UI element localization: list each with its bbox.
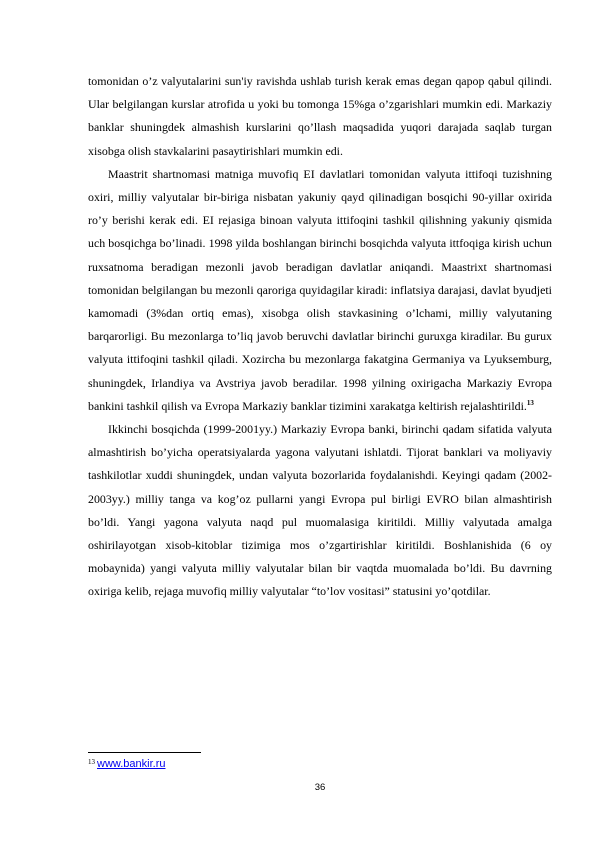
paragraph-1: tomonidan o’z valyutalarini sun'iy ravishda ushlab turish kerak emas degan qapop qabul qilindi. Ular belgilangan kurslar atrofida u yoki bu tomonga 15%ga o’zgarishlari mumkin edi. Markaziy banklar shuningdek almashish kurslarini qo’llash maqsadida yuqori darajada saqlab turgan xisobga olish stavkalarini pasaytirishlari mumkin edi. xyxy=(88,74,552,158)
paragraph-3: Ikkinchi bosqichda (1999-2001yy.) Markaziy Evropa banki, birinchi qadam sifatida valyuta almashtirish bo’yicha operatsiyalarda yagona valyutani ishlatdi. Tijorat banklari va moliyaviy tashkilotlar xuddi shuningdek, undan valyuta bozorlarida foydalanishdi. Keyingi qadam (2002-2003yy.) milliy tanga va kog’oz pullarni yangi Evropa pul birligi EVRO bilan almashtirish bo’ldi. Yangi yagona valyuta naqd pul muomalasiga kiritildi. Milliy valyutada amalga oshirilayotgan xisob-kitoblar tizimiga mos o’zgartirishlar kiritildi. Boshlanishida (6 oy mobaynida) yangi valyuta milliy valyutalar bilan bir vaqtda muomalada bo’ldi. Bu davrning oxiriga kelib, rejaga muvofiq milliy valyutalar “to’lov vositasi” statusini yo’qotdilar. xyxy=(88,422,552,599)
footnote-marker: 13 xyxy=(88,758,95,766)
footnote-reference[interactable]: 13 xyxy=(526,398,534,407)
footnote-separator xyxy=(88,752,201,753)
body-text xyxy=(88,70,552,604)
footnote xyxy=(88,755,552,771)
paragraph-2-text: Maastrit shartnomasi matniga muvofiq EI davlatlari tomonidan valyuta ittifoqi tuzishning oxiri, milliy valyutalar bir-biriga nisbatan yakuniy qayd qilinadigan bosqichi 90-yillar oxirida ro’y berishi kerak edi. EI rejasiga binoan valyuta ittifoqini tashkil qilishning yakuniy qismida uch bosqichga bo’linadi. 1998 yilda boshlangan birinchi bosqichda valyuta ittfoqiga kirish uchun ruxsatnoma beradigan mezonli javob beradigan davlatlar aniqandi. Maastrixt shartnomasi tomonidan belgilangan bu mezonli qaroriga quyidagilar kiradi: inflatsiya darajasi, davlat byudjeti kamomadi (3%dan ortiq emas), xisobga olish stavkasining o’lchami, milliy valyutaning barqarorligi. Bu mezonlarga to’liq javob beruvchi davlatlar birinchi guruxga kiradilar. Bu gurux valyuta ittifoqini tashkil qiladi. Xozircha bu mezonlarga fakatgina Germaniya va Lyuksemburg, shuningdek, Irlandiya va Avstriya javob beradilar. 1998 yilning oxirigacha Markaziy Evropa bankini tashkil qilish va Evropa Markaziy banklar tizimini xarakatga keltirish rejalashtirildi. xyxy=(88,166,552,413)
footnote-link[interactable]: www.bankir.ru xyxy=(97,758,166,770)
paragraph-2 xyxy=(88,163,552,418)
page-number: 36 xyxy=(314,782,326,793)
